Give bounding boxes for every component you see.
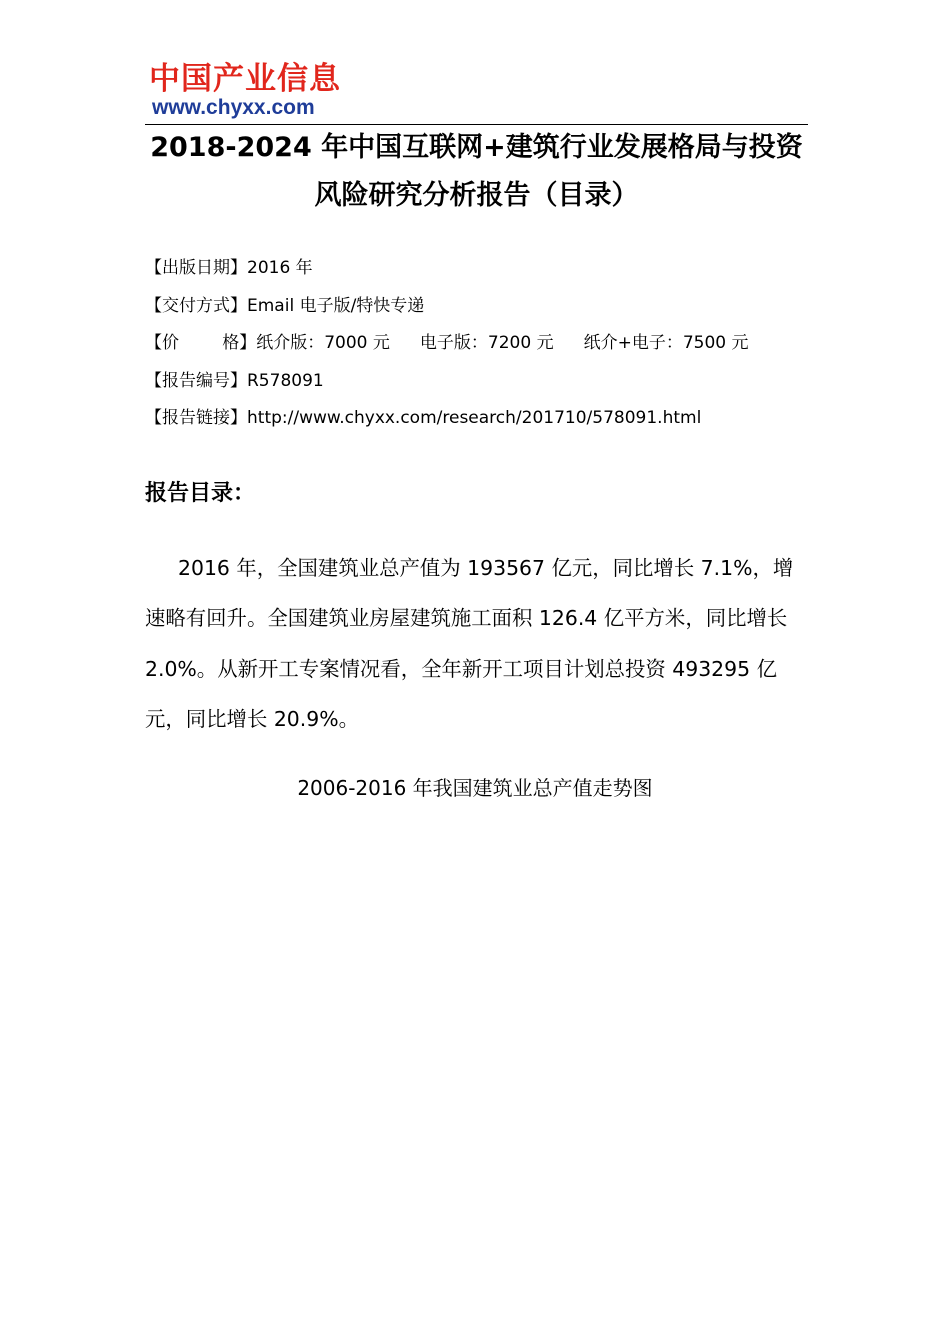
publish-date-value: 2016 年 (247, 258, 313, 278)
report-meta (145, 250, 815, 438)
figure-caption: 2006-2016 年我国建筑业总产值走势图 (297, 776, 653, 800)
report-title-line2: 风险研究分析报告（目录） (314, 180, 639, 211)
report-number-row (145, 363, 815, 401)
logo-url: www.chyxx.com (152, 96, 315, 119)
delivery-row (145, 288, 815, 326)
publish-date-label: 【出版日期】 (145, 258, 247, 278)
body-paragraph: 2016 年，全国建筑业总产值为 193567 亿元，同比增长 7.1%，增速略有回升。全国建筑业房屋建筑施工面积 126.4 亿平方米，同比增长 2.0%。从新开工专案情况看，全年新开工项目计划总投资 493295 亿元，同比增长 20.9%。 (145, 556, 794, 731)
report-link-label: 【报告链接】 (145, 408, 247, 428)
price-paper: 纸介版：7000 元 (256, 333, 390, 353)
toc-heading: 报告目录： (145, 481, 256, 506)
price-combined: 纸介+电子：7500 元 (583, 333, 749, 353)
report-number-value: R578091 (247, 370, 324, 391)
logo-text: 中国产业信息 (149, 61, 341, 97)
publish-date-row (145, 250, 815, 288)
chyxx-logo (145, 52, 355, 124)
delivery-label: 【交付方式】 (145, 295, 247, 316)
report-link-row (145, 400, 815, 438)
delivery-value: Email 电子版/特快专递 (247, 295, 425, 316)
report-title (145, 124, 808, 220)
report-link[interactable]: http://www.chyxx.com/research/201710/578091.html (247, 408, 702, 428)
price-electronic: 电子版：7200 元 (419, 333, 554, 353)
price-label: 【价 格】 (145, 333, 257, 353)
report-title-line1: 2018-2024 年中国互联网+建筑行业发展格局与投资 (150, 132, 803, 163)
report-number-label: 【报告编号】 (145, 370, 247, 391)
price-row (145, 325, 815, 363)
